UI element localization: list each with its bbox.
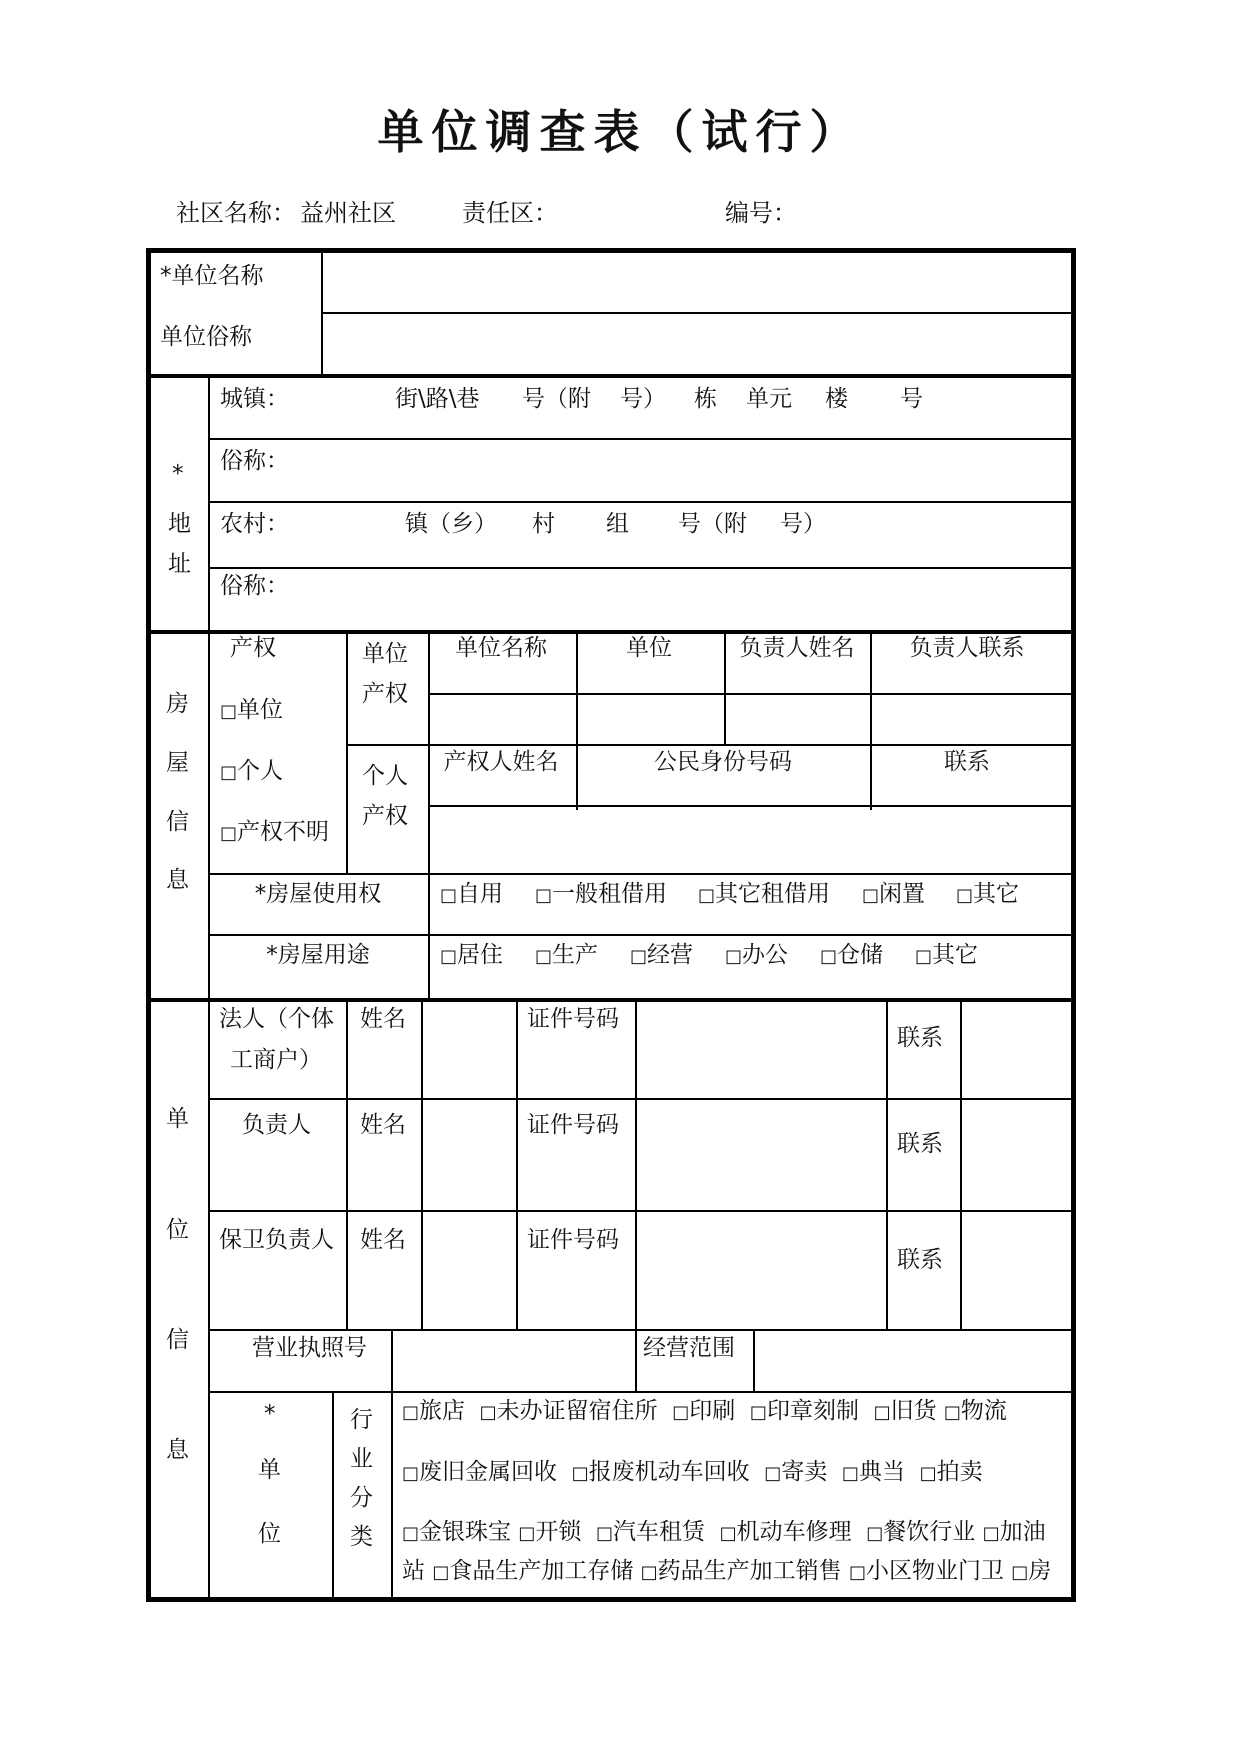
checkbox-icon: □ [440,946,458,967]
house-section-char-1: 房 [166,691,189,717]
grid-line-h [208,567,1071,569]
security-name-label: 姓名 [360,1227,406,1253]
unit-alias-label: 单位俗称 [160,324,252,350]
grid-line-h [428,805,1071,807]
grid-line-h [208,1210,1071,1212]
house-section-char-2: 屋 [166,750,189,776]
responsible-name-label: 姓名 [360,1112,406,1138]
checkbox-icon: □ [220,823,238,844]
checkbox-icon: □ [220,701,238,722]
unit-col-unit: 单位 [626,635,672,661]
unitinfo-section-char-1: 单 [166,1106,189,1132]
unit-category-char-1: 单 [258,1457,281,1483]
rural-sub-number-part: 号） [780,511,826,537]
usage-option-general-lease[interactable]: □一般租借用 [535,881,668,907]
urban-street-part: 街\路\巷 [395,386,480,412]
unit-property-label-2: 产权 [362,681,408,707]
industry-options-line-1[interactable]: □旅店 □未办证留宿住所 □印刷 □印章刻制 □旧货 □物流 [402,1398,1007,1424]
unitinfo-section-char-2: 位 [166,1217,189,1243]
house-section-char-3: 信 [166,809,189,835]
security-contact-label: 联系 [897,1247,943,1273]
grid-line-h [321,312,1071,314]
grid-line-v [346,1001,348,1330]
grid-line-v [208,376,210,632]
checkbox-icon: □ [862,885,880,906]
checkbox-icon: □ [630,946,648,967]
grid-line-h [346,744,1071,746]
grid-line-v [516,1001,518,1330]
serial-number-label: 编号： [725,199,797,227]
grid-line-h [151,998,1071,1002]
urban-floor-part: 楼 [825,386,848,412]
checkbox-icon: □ [698,885,716,906]
grid-line-v [208,1001,210,1600]
legal-contact-label: 联系 [897,1025,943,1051]
responsible-label: 负责人 [242,1112,311,1138]
unit-property-label-1: 单位 [362,641,408,667]
unit-name-label: *单位名称 [160,263,264,289]
business-scope-label: 经营范围 [643,1335,735,1361]
checkbox-icon: □ [956,885,974,906]
urban-room-part: 号 [900,386,923,412]
rural-number-part: 号（附 [678,511,747,537]
purpose-option-storage[interactable]: □仓储 [820,942,884,968]
grid-line-h [208,1329,1071,1331]
unit-alias-field[interactable] [330,318,1055,370]
grid-line-v [428,632,430,1001]
personal-property-label-1: 个人 [362,763,408,789]
purpose-option-residence[interactable]: □居住 [440,942,504,968]
rural-village-part: 村 [532,511,555,537]
unit-col-person-name: 负责人姓名 [739,635,855,661]
grid-line-h [208,438,1071,440]
usage-option-other[interactable]: □其它 [956,881,1020,907]
urban-unit-part: 单元 [746,386,792,412]
legal-person-label-1: 法人（个体 [219,1006,334,1032]
grid-line-v [635,1001,637,1330]
urban-alias-label: 俗称： [220,448,289,474]
industry-char-2: 业 [350,1446,373,1472]
grid-line-v [321,253,323,375]
grid-line-h [208,1391,1071,1393]
usage-right-label: *房屋使用权 [254,881,382,907]
industry-options-line-3[interactable]: □金银珠宝 □开锁 □汽车租赁 □机动车修理 □餐饮行业 □加油 [402,1519,1046,1545]
security-responsible-label: 保卫负责人 [219,1227,334,1253]
grid-line-v [886,1001,888,1330]
purpose-option-other[interactable]: □其它 [915,942,979,968]
property-option-unit[interactable]: □单位 [220,697,284,723]
grid-line-h [428,693,1071,695]
grid-line-h [208,501,1071,503]
industry-char-1: 行 [350,1407,373,1433]
purpose-label: *房屋用途 [266,942,370,968]
grid-line-v [391,1330,393,1392]
responsibility-zone-label: 责任区： [462,199,558,227]
responsible-id-label: 证件号码 [527,1112,619,1138]
grid-line-v [753,1330,755,1392]
checkbox-icon: □ [440,885,458,906]
grid-line-h [151,374,1071,378]
legal-person-label-2: 工商户） [230,1047,322,1073]
grid-line-h [208,873,1071,875]
usage-option-idle[interactable]: □闲置 [862,881,926,907]
industry-options-line-2[interactable]: □废旧金属回收 □报废机动车回收 □寄卖 □典当 □拍卖 [402,1459,983,1485]
legal-id-label: 证件号码 [527,1006,619,1032]
unit-name-field[interactable] [330,256,1055,308]
grid-line-v [332,1392,334,1600]
property-label: 产权 [230,635,276,661]
unit-col-name: 单位名称 [455,635,547,661]
legal-name-label: 姓名 [360,1006,406,1032]
property-option-unknown[interactable]: □产权不明 [220,819,330,845]
address-label-char-1: 地 [168,511,191,537]
grid-line-v [960,1001,962,1330]
urban-label: 城镇： [220,386,289,412]
address-required-star: * [172,461,184,487]
grid-line-v [635,1330,637,1392]
purpose-option-office[interactable]: □办公 [725,942,789,968]
urban-number-part: 号（附 [522,386,591,412]
unitinfo-section-char-3: 信 [166,1327,189,1353]
personal-property-label-2: 产权 [362,803,408,829]
industry-char-3: 分 [350,1485,373,1511]
grid-line-v [421,1001,423,1330]
urban-building-part: 栋 [694,386,717,412]
checkbox-icon: □ [220,762,238,783]
checkbox-icon: □ [820,946,838,967]
rural-group-part: 组 [606,511,629,537]
house-section-char-4: 息 [166,867,189,893]
grid-line-v [346,632,348,875]
community-name-label: 社区名称： [176,199,296,227]
page-title: 单位调查表（试行） [377,105,864,159]
usage-option-self[interactable]: □自用 [440,881,504,907]
urban-sub-number-part: 号） [620,386,666,412]
unit-category-char-2: 位 [258,1521,281,1547]
purpose-option-business[interactable]: □经营 [630,942,694,968]
purpose-option-production[interactable]: □生产 [535,942,599,968]
property-option-personal[interactable]: □个人 [220,758,284,784]
owner-name-col: 产权人姓名 [443,749,559,775]
industry-options-line-4[interactable]: 站 □食品生产加工存储 □药品生产加工销售 □小区物业门卫 □房 [402,1558,1052,1584]
industry-char-4: 类 [350,1524,373,1550]
usage-option-other-lease[interactable]: □其它租借用 [698,881,831,907]
grid-line-h [208,1098,1071,1100]
grid-line-h [208,934,1071,936]
security-id-label: 证件号码 [527,1227,619,1253]
address-label-char-2: 址 [168,551,191,577]
community-name-value: 益州社区 [300,199,396,227]
business-license-label: 营业执照号 [252,1335,367,1361]
checkbox-icon: □ [725,946,743,967]
unit-category-star: * [264,1401,276,1427]
rural-label: 农村： [220,511,289,537]
checkbox-icon: □ [535,946,553,967]
owner-id-col: 公民身份号码 [654,749,792,775]
owner-contact-col: 联系 [944,749,990,775]
grid-line-v [391,1392,393,1600]
unit-col-person-contact: 负责人联系 [909,635,1025,661]
checkbox-icon: □ [915,946,933,967]
unitinfo-section-char-4: 息 [166,1437,189,1463]
rural-town-part: 镇（乡） [405,511,497,537]
responsible-contact-label: 联系 [897,1131,943,1157]
checkbox-icon: □ [535,885,553,906]
rural-alias-label: 俗称： [220,573,289,599]
